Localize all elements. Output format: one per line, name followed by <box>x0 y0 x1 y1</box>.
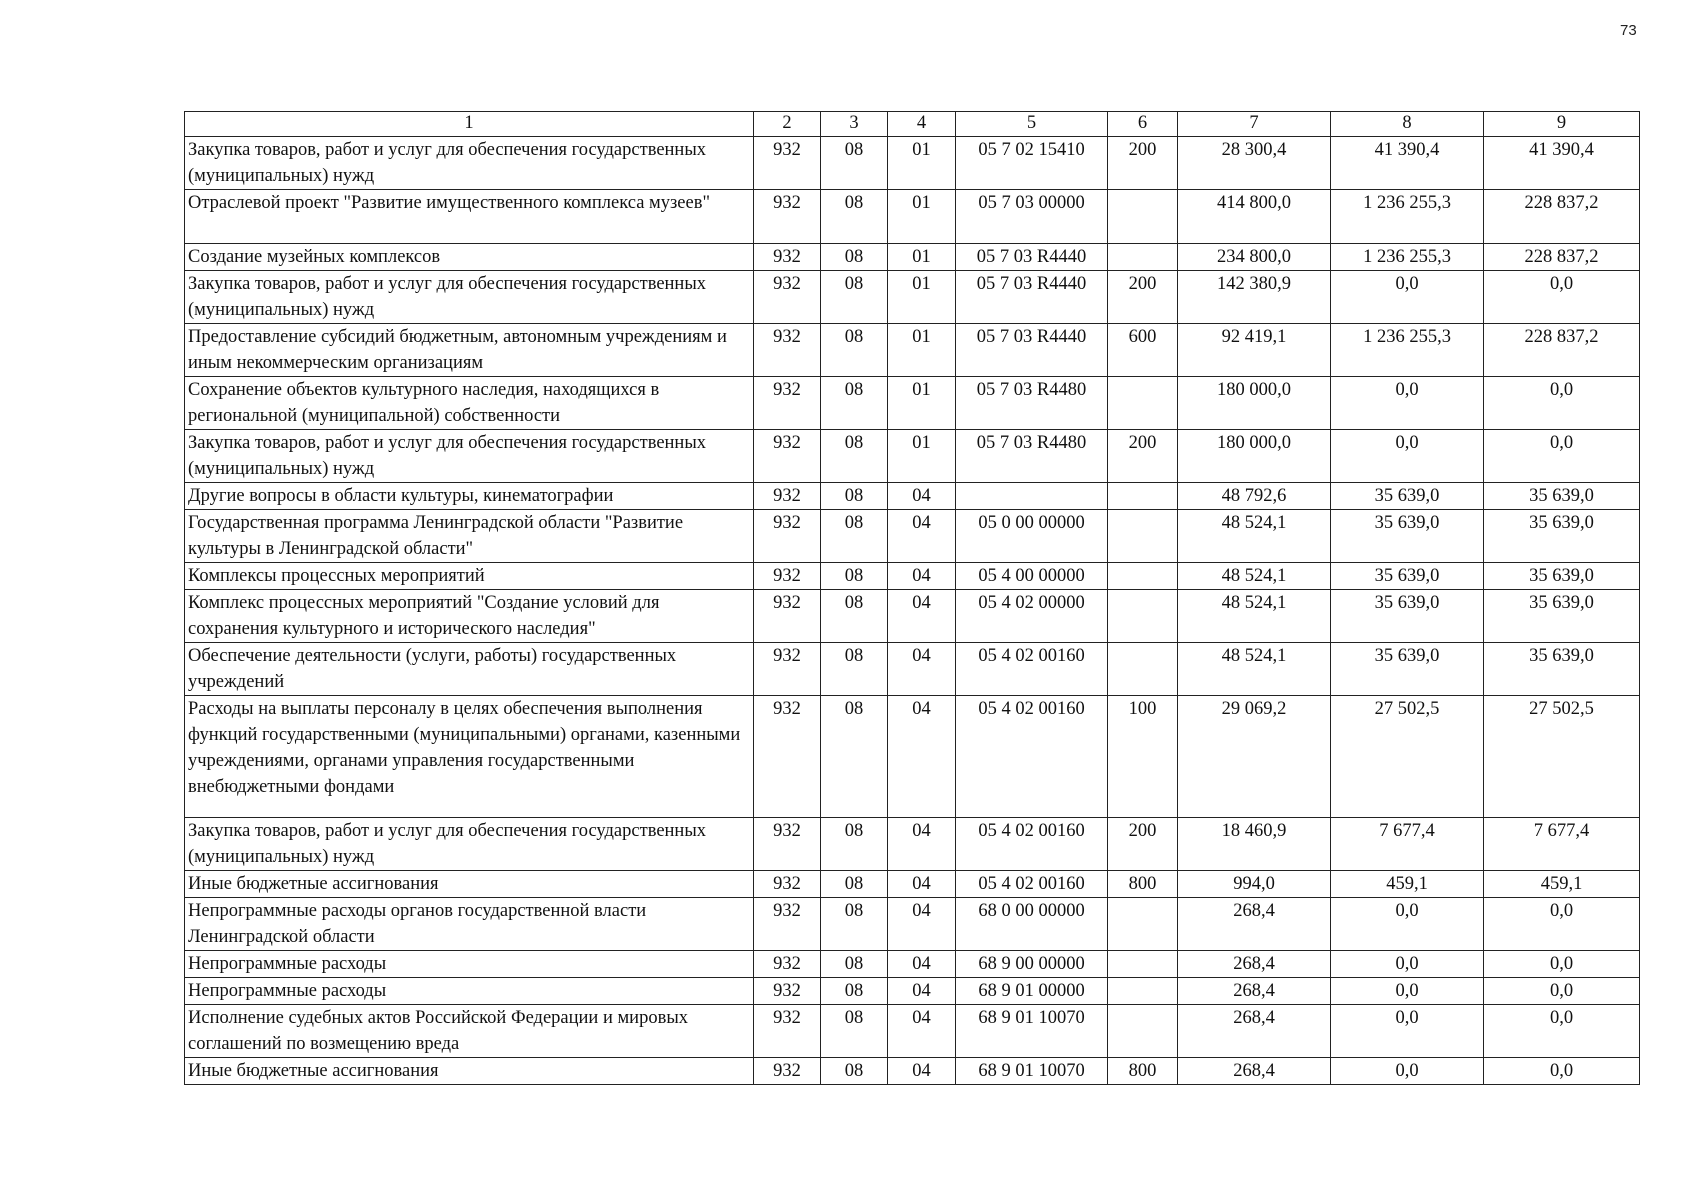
value-cell: 05 7 03 R4480 <box>956 430 1108 483</box>
value-cell: 0,0 <box>1484 1058 1640 1085</box>
value-cell: 48 524,1 <box>1178 510 1331 563</box>
table-row <box>185 510 1640 563</box>
value-cell: 08 <box>821 643 888 696</box>
value-cell: 228 837,2 <box>1484 244 1640 271</box>
value-cell: 0,0 <box>1484 978 1640 1005</box>
value-cell: 932 <box>754 271 821 324</box>
row-name-cell: Комплекс процессных мероприятий "Создание условий для сохранения культурного и исторического наследия" <box>185 590 754 643</box>
value-cell: 27 502,5 <box>1331 696 1484 818</box>
value-cell <box>1108 377 1178 430</box>
value-cell: 08 <box>821 818 888 871</box>
value-cell: 01 <box>888 324 956 377</box>
value-cell <box>1108 1005 1178 1058</box>
column-header: 3 <box>821 112 888 137</box>
value-cell: 01 <box>888 377 956 430</box>
value-cell: 7 677,4 <box>1331 818 1484 871</box>
value-cell: 932 <box>754 871 821 898</box>
value-cell: 05 7 03 R4480 <box>956 377 1108 430</box>
value-cell: 05 4 02 00160 <box>956 818 1108 871</box>
value-cell: 08 <box>821 1058 888 1085</box>
value-cell: 0,0 <box>1331 1005 1484 1058</box>
value-cell: 459,1 <box>1331 871 1484 898</box>
table-row <box>185 696 1640 818</box>
value-cell: 932 <box>754 818 821 871</box>
row-name-cell: Непрограммные расходы <box>185 978 754 1005</box>
value-cell: 932 <box>754 324 821 377</box>
value-cell: 04 <box>888 818 956 871</box>
value-cell: 04 <box>888 696 956 818</box>
value-cell <box>1108 190 1178 244</box>
table-row <box>185 430 1640 483</box>
value-cell: 01 <box>888 271 956 324</box>
table-row <box>185 483 1640 510</box>
value-cell: 268,4 <box>1178 898 1331 951</box>
row-name-cell: Закупка товаров, работ и услуг для обеспечения государственных (муниципальных) нужд <box>185 430 754 483</box>
value-cell: 08 <box>821 590 888 643</box>
value-cell: 268,4 <box>1178 1005 1331 1058</box>
value-cell: 1 236 255,3 <box>1331 244 1484 271</box>
value-cell: 05 7 03 R4440 <box>956 324 1108 377</box>
value-cell <box>1108 483 1178 510</box>
value-cell: 268,4 <box>1178 951 1331 978</box>
table-row <box>185 271 1640 324</box>
value-cell: 7 677,4 <box>1484 818 1640 871</box>
value-cell: 0,0 <box>1484 430 1640 483</box>
value-cell: 932 <box>754 978 821 1005</box>
value-cell: 228 837,2 <box>1484 324 1640 377</box>
value-cell: 08 <box>821 271 888 324</box>
value-cell: 35 639,0 <box>1484 643 1640 696</box>
value-cell <box>1108 951 1178 978</box>
value-cell: 08 <box>821 978 888 1005</box>
value-cell: 0,0 <box>1331 951 1484 978</box>
value-cell: 142 380,9 <box>1178 271 1331 324</box>
table-row <box>185 1058 1640 1085</box>
value-cell: 932 <box>754 510 821 563</box>
value-cell: 05 7 03 R4440 <box>956 271 1108 324</box>
table-header-row <box>185 112 1640 137</box>
value-cell: 48 524,1 <box>1178 643 1331 696</box>
row-name-cell: Государственная программа Ленинградской области "Развитие культуры в Ленинградской области" <box>185 510 754 563</box>
value-cell: 200 <box>1108 137 1178 190</box>
value-cell: 932 <box>754 137 821 190</box>
value-cell: 268,4 <box>1178 978 1331 1005</box>
value-cell: 08 <box>821 137 888 190</box>
value-cell: 1 236 255,3 <box>1331 324 1484 377</box>
value-cell: 35 639,0 <box>1484 510 1640 563</box>
table-row <box>185 978 1640 1005</box>
value-cell <box>1108 590 1178 643</box>
row-name-cell: Комплексы процессных мероприятий <box>185 563 754 590</box>
value-cell: 29 069,2 <box>1178 696 1331 818</box>
value-cell: 268,4 <box>1178 1058 1331 1085</box>
value-cell: 994,0 <box>1178 871 1331 898</box>
value-cell: 05 7 02 15410 <box>956 137 1108 190</box>
value-cell: 932 <box>754 563 821 590</box>
value-cell: 08 <box>821 1005 888 1058</box>
column-header: 9 <box>1484 112 1640 137</box>
value-cell: 932 <box>754 590 821 643</box>
value-cell: 0,0 <box>1331 978 1484 1005</box>
value-cell: 04 <box>888 1058 956 1085</box>
value-cell: 800 <box>1108 1058 1178 1085</box>
value-cell <box>1108 244 1178 271</box>
value-cell: 35 639,0 <box>1484 563 1640 590</box>
value-cell: 932 <box>754 696 821 818</box>
value-cell: 08 <box>821 871 888 898</box>
value-cell: 234 800,0 <box>1178 244 1331 271</box>
budget-table <box>184 111 1640 1085</box>
value-cell: 0,0 <box>1331 1058 1484 1085</box>
column-header: 5 <box>956 112 1108 137</box>
row-name-cell: Обеспечение деятельности (услуги, работы) государственных учреждений <box>185 643 754 696</box>
column-header: 1 <box>185 112 754 137</box>
page-number: 73 <box>1620 22 1637 39</box>
table-row <box>185 244 1640 271</box>
row-name-cell: Закупка товаров, работ и услуг для обеспечения государственных (муниципальных) нужд <box>185 818 754 871</box>
value-cell: 180 000,0 <box>1178 377 1331 430</box>
value-cell: 05 4 02 00160 <box>956 871 1108 898</box>
table-row <box>185 190 1640 244</box>
value-cell <box>1108 510 1178 563</box>
value-cell: 414 800,0 <box>1178 190 1331 244</box>
value-cell: 932 <box>754 1058 821 1085</box>
value-cell: 08 <box>821 483 888 510</box>
table-row <box>185 951 1640 978</box>
value-cell: 04 <box>888 563 956 590</box>
value-cell: 180 000,0 <box>1178 430 1331 483</box>
value-cell: 68 0 00 00000 <box>956 898 1108 951</box>
row-name-cell: Закупка товаров, работ и услуг для обеспечения государственных (муниципальных) нужд <box>185 137 754 190</box>
column-header: 2 <box>754 112 821 137</box>
value-cell: 04 <box>888 1005 956 1058</box>
value-cell: 1 236 255,3 <box>1331 190 1484 244</box>
value-cell: 05 4 00 00000 <box>956 563 1108 590</box>
value-cell: 228 837,2 <box>1484 190 1640 244</box>
value-cell: 08 <box>821 244 888 271</box>
value-cell: 0,0 <box>1484 377 1640 430</box>
value-cell: 05 4 02 00160 <box>956 643 1108 696</box>
value-cell: 48 524,1 <box>1178 563 1331 590</box>
value-cell: 08 <box>821 510 888 563</box>
value-cell: 35 639,0 <box>1331 563 1484 590</box>
row-name-cell: Расходы на выплаты персоналу в целях обеспечения выполнения функций государственными (муниципальными) органами, казенными учреждениями, органами управления государственными внебюджетными фондами <box>185 696 754 818</box>
value-cell: 0,0 <box>1331 898 1484 951</box>
value-cell: 932 <box>754 430 821 483</box>
table-row <box>185 590 1640 643</box>
row-name-cell: Закупка товаров, работ и услуг для обеспечения государственных (муниципальных) нужд <box>185 271 754 324</box>
value-cell: 04 <box>888 898 956 951</box>
value-cell: 0,0 <box>1484 898 1640 951</box>
value-cell: 27 502,5 <box>1484 696 1640 818</box>
value-cell: 04 <box>888 951 956 978</box>
value-cell: 04 <box>888 643 956 696</box>
row-name-cell: Отраслевой проект "Развитие имущественного комплекса музеев" <box>185 190 754 244</box>
value-cell: 800 <box>1108 871 1178 898</box>
row-name-cell: Иные бюджетные ассигнования <box>185 1058 754 1085</box>
table-row <box>185 1005 1640 1058</box>
row-name-cell: Исполнение судебных актов Российской Федерации и мировых соглашений по возмещению вреда <box>185 1005 754 1058</box>
value-cell: 932 <box>754 483 821 510</box>
value-cell: 0,0 <box>1484 951 1640 978</box>
row-name-cell: Создание музейных комплексов <box>185 244 754 271</box>
value-cell: 0,0 <box>1331 271 1484 324</box>
value-cell: 41 390,4 <box>1484 137 1640 190</box>
column-header: 4 <box>888 112 956 137</box>
value-cell: 08 <box>821 377 888 430</box>
table-row <box>185 377 1640 430</box>
value-cell: 08 <box>821 190 888 244</box>
value-cell <box>1108 978 1178 1005</box>
value-cell: 05 4 02 00160 <box>956 696 1108 818</box>
value-cell: 48 792,6 <box>1178 483 1331 510</box>
value-cell: 04 <box>888 871 956 898</box>
value-cell: 0,0 <box>1331 430 1484 483</box>
value-cell: 35 639,0 <box>1484 590 1640 643</box>
value-cell: 35 639,0 <box>1331 510 1484 563</box>
value-cell: 200 <box>1108 818 1178 871</box>
value-cell: 100 <box>1108 696 1178 818</box>
table-row <box>185 324 1640 377</box>
value-cell: 35 639,0 <box>1484 483 1640 510</box>
value-cell: 08 <box>821 696 888 818</box>
value-cell: 05 4 02 00000 <box>956 590 1108 643</box>
row-name-cell: Предоставление субсидий бюджетным, автономным учреждениям и иным некоммерческим организациям <box>185 324 754 377</box>
value-cell: 932 <box>754 1005 821 1058</box>
value-cell: 01 <box>888 244 956 271</box>
row-name-cell: Другие вопросы в области культуры, кинематографии <box>185 483 754 510</box>
value-cell: 0,0 <box>1331 377 1484 430</box>
table-row <box>185 643 1640 696</box>
value-cell: 08 <box>821 324 888 377</box>
value-cell: 932 <box>754 898 821 951</box>
value-cell: 08 <box>821 563 888 590</box>
value-cell: 01 <box>888 190 956 244</box>
value-cell: 35 639,0 <box>1331 643 1484 696</box>
value-cell: 68 9 01 00000 <box>956 978 1108 1005</box>
value-cell: 932 <box>754 643 821 696</box>
value-cell: 0,0 <box>1484 271 1640 324</box>
table-row <box>185 563 1640 590</box>
value-cell: 68 9 01 10070 <box>956 1005 1108 1058</box>
value-cell: 35 639,0 <box>1331 483 1484 510</box>
value-cell: 04 <box>888 483 956 510</box>
value-cell: 92 419,1 <box>1178 324 1331 377</box>
table-row <box>185 137 1640 190</box>
value-cell: 04 <box>888 510 956 563</box>
column-header: 8 <box>1331 112 1484 137</box>
column-header: 6 <box>1108 112 1178 137</box>
row-name-cell: Непрограммные расходы органов государственной власти Ленинградской области <box>185 898 754 951</box>
value-cell: 0,0 <box>1484 1005 1640 1058</box>
value-cell: 35 639,0 <box>1331 590 1484 643</box>
value-cell: 08 <box>821 951 888 978</box>
table-row <box>185 898 1640 951</box>
table-row <box>185 818 1640 871</box>
table-body <box>185 137 1640 1085</box>
value-cell: 08 <box>821 898 888 951</box>
value-cell: 05 7 03 R4440 <box>956 244 1108 271</box>
value-cell: 01 <box>888 430 956 483</box>
value-cell: 08 <box>821 430 888 483</box>
value-cell: 932 <box>754 244 821 271</box>
value-cell: 68 9 00 00000 <box>956 951 1108 978</box>
value-cell: 68 9 01 10070 <box>956 1058 1108 1085</box>
table-row <box>185 871 1640 898</box>
value-cell: 600 <box>1108 324 1178 377</box>
value-cell: 932 <box>754 377 821 430</box>
value-cell <box>1108 563 1178 590</box>
row-name-cell: Иные бюджетные ассигнования <box>185 871 754 898</box>
value-cell: 48 524,1 <box>1178 590 1331 643</box>
value-cell <box>1108 643 1178 696</box>
value-cell: 04 <box>888 590 956 643</box>
value-cell: 932 <box>754 951 821 978</box>
value-cell: 41 390,4 <box>1331 137 1484 190</box>
value-cell: 01 <box>888 137 956 190</box>
column-header: 7 <box>1178 112 1331 137</box>
value-cell: 200 <box>1108 271 1178 324</box>
value-cell: 28 300,4 <box>1178 137 1331 190</box>
value-cell <box>1108 898 1178 951</box>
value-cell: 18 460,9 <box>1178 818 1331 871</box>
value-cell: 05 0 00 00000 <box>956 510 1108 563</box>
value-cell: 200 <box>1108 430 1178 483</box>
value-cell: 459,1 <box>1484 871 1640 898</box>
value-cell: 04 <box>888 978 956 1005</box>
value-cell: 05 7 03 00000 <box>956 190 1108 244</box>
value-cell: 932 <box>754 190 821 244</box>
value-cell <box>956 483 1108 510</box>
row-name-cell: Сохранение объектов культурного наследия, находящихся в региональной (муниципальной) собственности <box>185 377 754 430</box>
row-name-cell: Непрограммные расходы <box>185 951 754 978</box>
